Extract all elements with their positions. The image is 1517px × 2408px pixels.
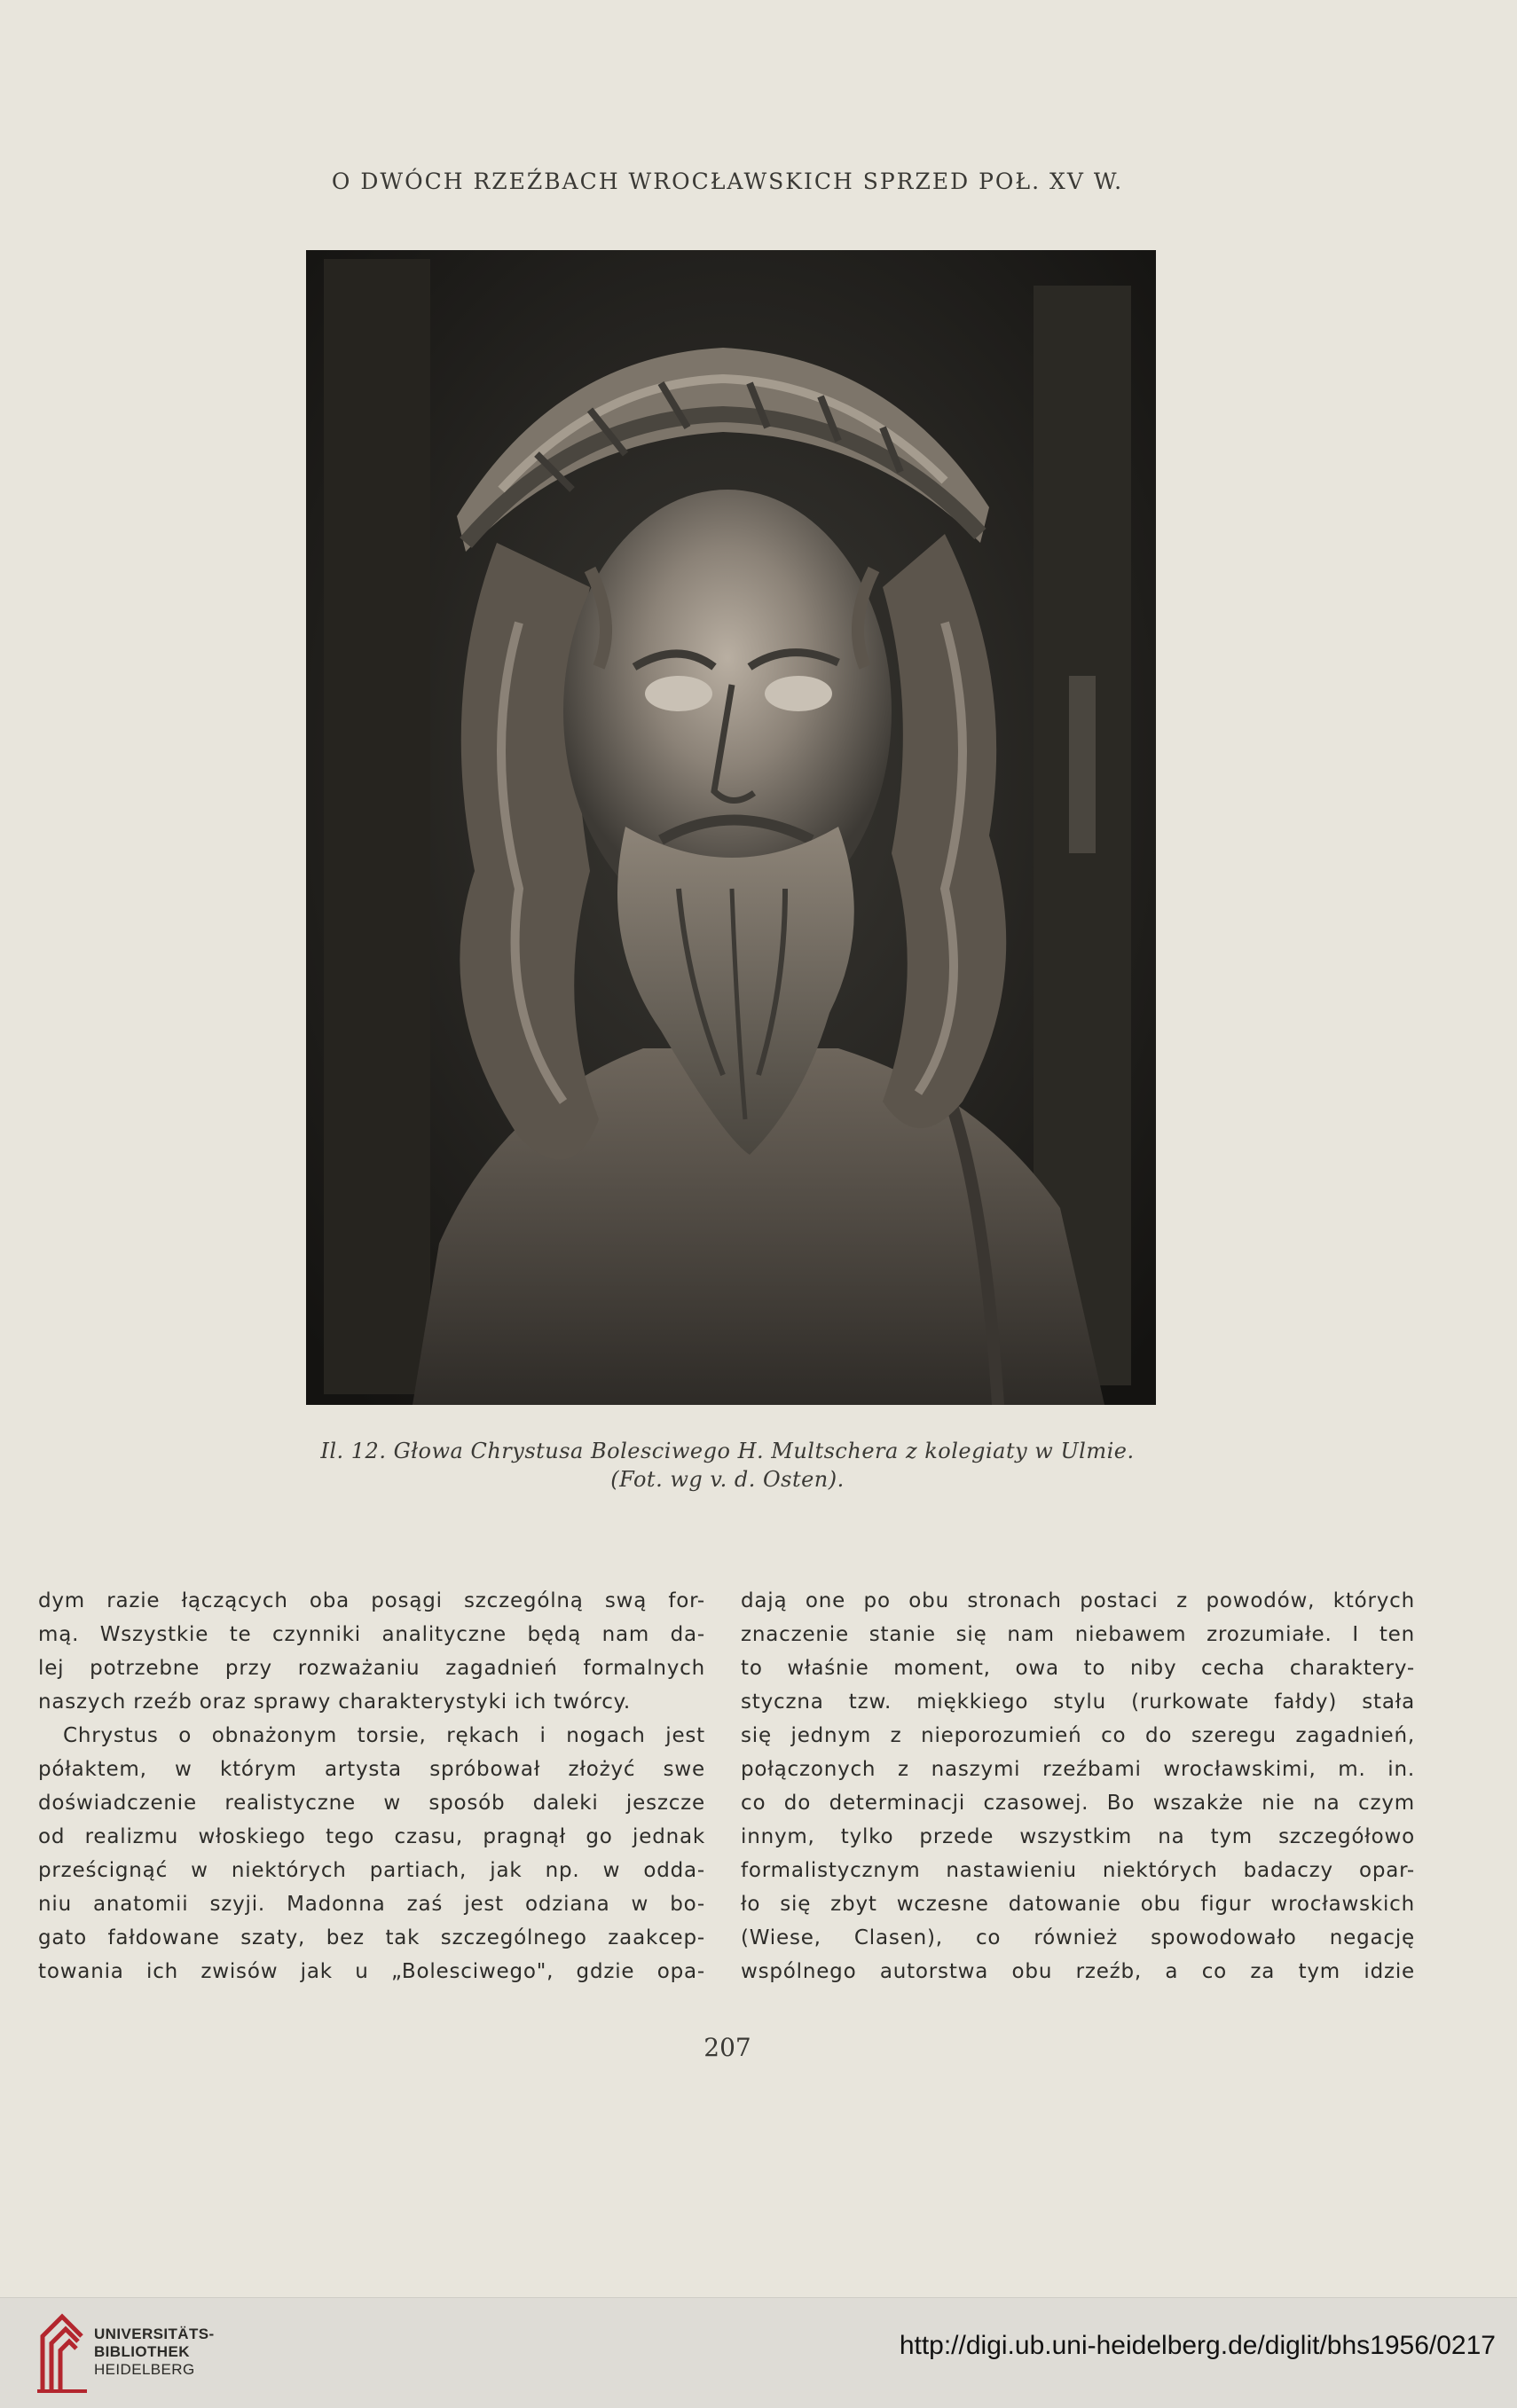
figure-caption: [0, 1437, 1455, 1494]
text-column-right: [741, 1584, 1415, 1988]
right-line: (Wiese, Clasen), co również spowodowało negację: [741, 1926, 1415, 1949]
right-line: dają one po obu stronach postaci z powodów, których: [741, 1589, 1415, 1612]
library-name-line-1: UNIVERSITÄTS-: [94, 2326, 215, 2342]
right-line: to właśnie moment, owa to niby cecha charaktery-: [741, 1657, 1415, 1680]
left-line: dym razie łączących oba posągi szczególną swą for-: [38, 1589, 705, 1612]
left-line: niu anatomii szyji. Madonna zaś jest odziana w bo-: [38, 1893, 705, 1916]
figure-photo-christ-head: [306, 250, 1156, 1405]
left-line: lej potrzebne przy rozważaniu zagadnień formalnych: [38, 1657, 705, 1680]
left-line: mą. Wszystkie te czynniki analityczne będą nam da-: [38, 1623, 705, 1646]
right-line: znaczenie stanie się nam niebawem zrozumiałe. I ten: [741, 1623, 1415, 1646]
ub-heidelberg-logo-icon[interactable]: [35, 2310, 89, 2395]
right-line: ło się zbyt wczesne datowanie obu figur wrocławskich: [741, 1893, 1415, 1916]
left-line: gato fałdowane szaty, bez tak szczególnego zaakcep-: [38, 1926, 705, 1949]
left-line: towania ich zwisów jak u „Bolesciwego", gdzie opa-: [38, 1960, 705, 1983]
right-line: co do determinacji czasowej. Bo wszakże nie na czym: [741, 1792, 1415, 1815]
library-name-line-3: HEIDELBERG: [94, 2361, 195, 2378]
caption-line-2: (Fot. wg v. d. Osten).: [610, 1467, 845, 1492]
caption-line-1: Il. 12. Głowa Chrystusa Bolesciwego H. Multschera z kolegiaty w Ulmie.: [320, 1439, 1135, 1463]
right-line: wspólnego autorstwa obu rzeźb, a co za tym idzie: [741, 1960, 1415, 1983]
digital-object-url-link[interactable]: http://digi.ub.uni-heidelberg.de/diglit/bhs1956/0217: [899, 2331, 1496, 2360]
page-number: 207: [703, 2033, 751, 2062]
left-line: prześcignąć w niektórych partiach, jak np. w odda-: [38, 1859, 705, 1882]
right-line: połączonych z naszymi rzeźbami wrocławskimi, m. in.: [741, 1758, 1415, 1781]
right-line: formalistycznym nastawieniu niektórych badaczy opar-: [741, 1859, 1415, 1882]
text-column-left: [38, 1584, 705, 1988]
left-line: od realizmu włoskiego tego czasu, pragnął go jednak: [38, 1825, 705, 1848]
right-line: innym, tylko przede wszystkim na tym szczegółowo: [741, 1825, 1415, 1848]
left-line: Chrystus o obnażonym torsie, rękach i nogach jest: [63, 1724, 705, 1747]
right-line: się jednym z nieporozumień co do szeregu zagadnień,: [741, 1724, 1415, 1747]
right-line: styczna tzw. miękkiego stylu (rurkowate fałdy) stała: [741, 1690, 1415, 1714]
left-line: doświadczenie realistyczne w sposób daleki jeszcze: [38, 1792, 705, 1815]
left-line: naszych rzeźb oraz sprawy charakterystyki ich twórcy.: [38, 1690, 631, 1714]
library-name-line-2: BIBLIOTHEK: [94, 2343, 190, 2360]
library-name[interactable]: [94, 2326, 215, 2379]
running-head: O DWÓCH RZEŹBACH WROCŁAWSKICH SPRZED POŁ. XV W.: [331, 169, 1124, 194]
sculpture-photo-image: [306, 250, 1156, 1405]
left-line: półaktem, w którym artysta spróbował złożyć swe: [38, 1758, 705, 1781]
